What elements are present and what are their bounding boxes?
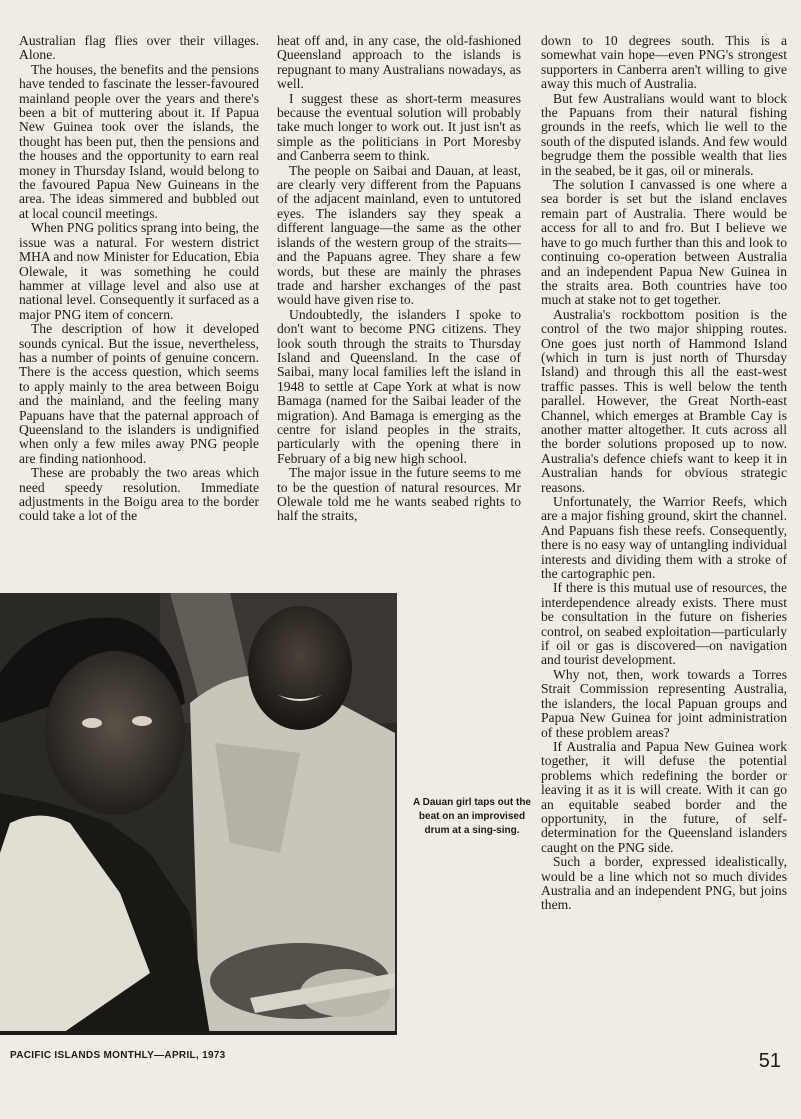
paragraph: I suggest these as short-term measures because the eventual solution will probably take much longer to work out. It just isn't as simple as the politicians in Port Moresby and Canberra seem to think. — [277, 90, 521, 164]
paragraph: But few Australians would want to block the Papuans from their natural fishing grounds in the reefs, which lie well to the south of the disputed islands. And few would begrudge them the possible wealth that lies in the seabed, be it gas, oil or minerals. — [541, 90, 787, 178]
paragraph: Undoubtedly, the islanders I spoke to don't want to become PNG citizens. They look south through the straits to Thursday Island and Queensland. In the case of Saibai, many local families left the island in 1948 to settle at Cape York at what is now Bamaga (named for the Saibai leader of the migration). And Bamaga is emerging as the centre for island peoples in the straits, particularly with the opening there in February of a big new high school. — [277, 306, 521, 466]
footer-publication: PACIFIC ISLANDS MONTHLY—APRIL, 1973 — [10, 1050, 226, 1061]
article-column-1 — [19, 34, 259, 524]
paragraph: The description of how it developed sounds cynical. But the issue, nevertheless, has a number of points of genuine concern. There is the access question, which seems to apply mainly to the area between Boigu and the mainland, and the feeling many Papuans have that the paternal approach of Queensland to the islanders is undignified when only a few miles away PNG people are finding nationhood. — [19, 321, 259, 466]
paragraph: If Australia and Papua New Guinea work together, it will defuse the potential problems which redefining the border or leaving it as it is will create. With it can go an equitable seabed border and the opportunity, in the future, of self-determination for the Queensland islanders caught on the PNG side. — [541, 738, 787, 855]
paragraph: heat off and, in any case, the old-fashioned Queensland approach to the islands is repugnant to many Australians nowadays, as well. — [277, 33, 521, 92]
paragraph: The solution I canvassed is one where a sea border is set but the island enclaves remain part of Australia. There would be access for all to and fro. But I believe we have to go much further than this and look to continuing co-operation between Australia and an independent Papua New Guinea in the straits area. Both countries have too much at stake not to get together. — [541, 177, 787, 308]
photo-dauan-girl-drum — [0, 593, 397, 1035]
paragraph: When PNG politics sprang into being, the issue was a natural. For western district MHA and now Minister for Education, Ebia Olewale, it was something he could hammer at village level and also use at national level. Consequently it surfaced as a major PNG item of concern. — [19, 220, 259, 322]
paragraph: Australian flag flies over their villages. Alone. — [19, 33, 259, 63]
paragraph: Such a border, expressed idealistically, would be a line which not so much divides Australia and an independent PNG, but joins them. — [541, 854, 787, 913]
paragraph: The houses, the benefits and the pensions have tended to fascinate the lesser-favoured mainland people over the years and there's been a bit of muttering about it. If Papua New Guinea took over the islands, the thought has been put, then the pensions and the houses and the opportunity to earn real money in Thursday Island, would belong to the favoured Papua New Guineans in the area. The ideas simmered and bubbled out at local council meetings. — [19, 61, 259, 221]
paragraph: Unfortunately, the Warrior Reefs, which are a major fishing ground, skirt the channel. And Papuans fish these reefs. Consequently, there is no easy way of untangling individual interests and dividing them with a stroke of the cartographic pen. — [541, 494, 787, 582]
paragraph: Why not, then, work towards a Torres Strait Commission representing Australia, the islanders, the local Papuan groups and Papua New Guinea for joint administration of these problem areas? — [541, 666, 787, 740]
page-number: 51 — [758, 1050, 781, 1072]
paragraph: Australia's rockbottom position is the control of the two major shipping routes. One goes just north of Hammond Island (which in turn is just north of Thursday Island) and through this all the east-west traffic passes. This is well below the tenth parallel. However, the Great North-east Channel, which emerges at Bramble Cay is another matter altogether. It cuts across all the border solutions proposed up to now. Australia's defence chiefs want to keep it in Australian hands for obvious strategic reasons. — [541, 306, 787, 495]
paragraph: The people on Saibai and Dauan, at least, are clearly very different from the Papuans of the adjacent mainland, even to untutored eyes. The islanders say they speak a different language—the same as the other islands of the western group of the straits—and the Papuans agree. They share a few words, but these are mainly the phrases trade and harsher exchanges of the past would have given rise to. — [277, 162, 521, 308]
paragraph: If there is this mutual use of resources, the interdependence already exists. There must be consultation in the future on fisheries control, on seabed exploitation—particularly if oil or gas is discovered—on navigation and tourist development. — [541, 580, 787, 668]
photo-caption: A Dauan girl taps out the beat on an improvised drum at a sing-sing. — [413, 797, 531, 836]
paragraph: These are probably the two areas which need speedy resolution. Immediate adjustments in the Boigu area to the border could take a lot of the — [19, 465, 259, 524]
article-column-3 — [541, 34, 787, 913]
paragraph: down to 10 degrees south. This is a somewhat vain hope—even PNG's strongest supporters in Canberra aren't willing to give away this much of Australia. — [541, 33, 787, 92]
article-column-2 — [277, 34, 521, 524]
paragraph: The major issue in the future seems to me to be the question of natural resources. Mr Olewale told me he wants seabed rights to half the straits, — [277, 465, 521, 524]
